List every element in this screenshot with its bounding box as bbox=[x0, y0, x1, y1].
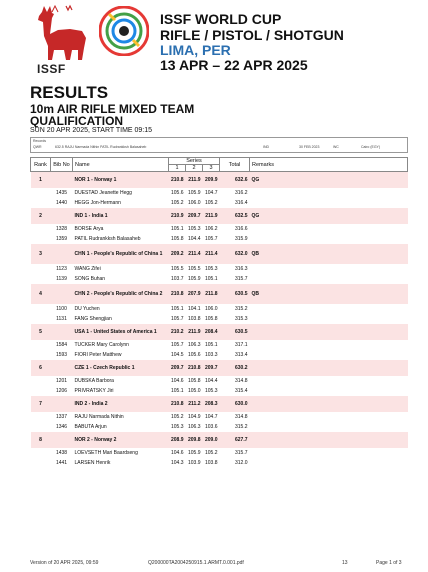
athlete-total: 314.8 bbox=[234, 377, 248, 384]
athlete-remarks bbox=[250, 350, 408, 360]
results-table bbox=[30, 157, 408, 468]
athlete-total: 314.8 bbox=[234, 413, 248, 420]
athlete-s2: 105.8 bbox=[187, 377, 201, 384]
footer-page: Page 1 of 3 bbox=[376, 560, 402, 566]
athlete-name: PRIVRATSKY Jiri bbox=[74, 387, 114, 394]
team-total: 630.5 bbox=[220, 324, 250, 340]
target-logo-icon bbox=[99, 6, 149, 56]
team-row bbox=[31, 172, 408, 188]
athlete-remarks bbox=[250, 304, 408, 314]
team-s3: 208.3 bbox=[203, 396, 220, 412]
team-s2: 211.2 bbox=[186, 396, 203, 412]
athlete-s2: 104.4 bbox=[187, 235, 201, 242]
team-row bbox=[31, 396, 408, 412]
team-bib bbox=[51, 208, 73, 224]
team-row bbox=[31, 208, 408, 224]
athlete-rank bbox=[31, 264, 51, 274]
athlete-rank bbox=[31, 234, 51, 244]
athlete-total: 315.4 bbox=[234, 387, 248, 394]
athlete-bib: 1100 bbox=[56, 305, 67, 312]
results-body bbox=[31, 172, 408, 468]
team-rank: 5 bbox=[31, 324, 51, 340]
athlete-remarks bbox=[250, 198, 408, 208]
athlete-s3: 105.7 bbox=[204, 235, 218, 242]
athlete-rank bbox=[31, 386, 51, 396]
footer-file: Q200000TA2004250915.1.ARMT.0.001.pdf bbox=[148, 560, 244, 566]
athlete-s3: 105.8 bbox=[204, 315, 218, 322]
athlete-bib: 1438 bbox=[55, 449, 68, 456]
athlete-s1: 104.6 bbox=[170, 377, 184, 384]
athlete-row bbox=[31, 412, 408, 422]
team-s1: 208.9 bbox=[169, 432, 186, 448]
page-title: RESULTS bbox=[30, 83, 109, 102]
athlete-row bbox=[31, 188, 408, 198]
athlete-bib: 1123 bbox=[56, 265, 67, 272]
footer-code: 13 bbox=[342, 560, 348, 566]
athlete-s3: 106.2 bbox=[204, 225, 218, 232]
athlete-row bbox=[31, 314, 408, 324]
athlete-s3: 105.2 bbox=[204, 199, 218, 206]
athlete-bib: 1435 bbox=[55, 189, 68, 196]
team-remarks bbox=[250, 360, 408, 376]
disciplines-title: RIFLE / PISTOL / SHOTGUN bbox=[160, 27, 344, 43]
athlete-s1: 104.3 bbox=[170, 459, 184, 466]
team-total: 632.5 bbox=[220, 208, 250, 224]
team-rank: 6 bbox=[31, 360, 51, 376]
athlete-rank bbox=[31, 188, 51, 198]
team-s2: 211.4 bbox=[186, 244, 203, 264]
athlete-s3: 106.0 bbox=[204, 305, 218, 312]
team-rank: 7 bbox=[31, 396, 51, 412]
athlete-s1: 104.5 bbox=[170, 351, 184, 358]
athlete-s1: 103.7 bbox=[170, 275, 184, 282]
team-name: IND 1 - India 1 bbox=[73, 208, 169, 224]
team-remarks: QG bbox=[250, 172, 408, 188]
team-s1: 209.2 bbox=[169, 244, 186, 264]
team-name: IND 2 - India 2 bbox=[73, 396, 169, 412]
team-s1: 209.7 bbox=[169, 360, 186, 376]
athlete-row bbox=[31, 198, 408, 208]
event-name: 10m AIR RIFLE MIXED TEAM bbox=[30, 102, 195, 116]
athlete-total: 315.7 bbox=[234, 275, 248, 282]
team-name: NOR 2 - Norway 2 bbox=[73, 432, 169, 448]
athlete-total: 315.3 bbox=[234, 315, 248, 322]
athlete-name: HEGG Jon-Hermann bbox=[74, 199, 121, 206]
athlete-s2: 103.8 bbox=[187, 315, 201, 322]
team-s3: 211.9 bbox=[203, 208, 220, 224]
team-row bbox=[31, 244, 408, 264]
athlete-rank bbox=[31, 304, 51, 314]
team-bib bbox=[51, 244, 73, 264]
athlete-bib: 1131 bbox=[56, 315, 67, 322]
team-s1: 210.9 bbox=[169, 208, 186, 224]
athlete-rank bbox=[31, 422, 51, 432]
athlete-s2: 105.3 bbox=[187, 225, 201, 232]
athlete-rank bbox=[31, 350, 51, 360]
athlete-rank bbox=[31, 376, 51, 386]
athlete-total: 315.2 bbox=[234, 423, 248, 430]
athlete-name: FIORI Peter Matthew bbox=[74, 351, 122, 358]
athlete-s3: 105.1 bbox=[204, 275, 218, 282]
team-s2: 209.7 bbox=[186, 208, 203, 224]
team-rank: 2 bbox=[31, 208, 51, 224]
athlete-s3: 104.4 bbox=[204, 377, 218, 384]
athlete-name: PATIL Rudrankksh Balasaheb bbox=[74, 235, 141, 242]
athlete-name: BABUTA Arjun bbox=[74, 423, 107, 430]
athlete-row bbox=[31, 386, 408, 396]
athlete-name: DUBSKA Barbora bbox=[74, 377, 114, 384]
team-s1: 210.8 bbox=[169, 396, 186, 412]
footer-version: Version of 20 APR 2025, 09:59 bbox=[30, 560, 99, 566]
athlete-total: 316.3 bbox=[234, 265, 248, 272]
athlete-total: 315.2 bbox=[234, 305, 248, 312]
athlete-s2: 103.9 bbox=[187, 459, 201, 466]
athlete-total: 316.4 bbox=[234, 199, 248, 206]
athlete-s1: 105.6 bbox=[170, 189, 184, 196]
team-remarks bbox=[250, 324, 408, 340]
records-box bbox=[30, 137, 408, 153]
athlete-row bbox=[31, 376, 408, 386]
athlete-name: SONG Buhan bbox=[74, 275, 106, 282]
team-name: NOR 1 - Norway 1 bbox=[73, 172, 169, 188]
logo-text: ISSF bbox=[37, 62, 66, 76]
athlete-s1: 105.2 bbox=[170, 199, 184, 206]
athlete-name: FANG Shengjian bbox=[74, 315, 112, 322]
team-rank: 3 bbox=[31, 244, 51, 264]
athlete-s1: 105.1 bbox=[170, 225, 184, 232]
team-s1: 210.8 bbox=[169, 284, 186, 304]
col-rank: Rank bbox=[31, 158, 51, 172]
athlete-total: 316.6 bbox=[234, 225, 248, 232]
athlete-bib: 1593 bbox=[55, 351, 68, 358]
athlete-s1: 105.2 bbox=[170, 413, 184, 420]
athlete-s1: 105.7 bbox=[170, 341, 184, 348]
athlete-row bbox=[31, 274, 408, 284]
team-s1: 210.2 bbox=[169, 324, 186, 340]
athlete-row bbox=[31, 304, 408, 314]
athlete-remarks bbox=[250, 412, 408, 422]
team-total: 632.0 bbox=[220, 244, 250, 264]
athlete-remarks bbox=[250, 376, 408, 386]
athlete-remarks bbox=[250, 188, 408, 198]
team-row bbox=[31, 432, 408, 448]
team-s2: 207.9 bbox=[186, 284, 203, 304]
team-bib bbox=[51, 172, 73, 188]
athlete-bib: 1441 bbox=[55, 459, 68, 466]
phase-name: QUALIFICATION bbox=[30, 114, 124, 128]
athlete-s2: 106.0 bbox=[187, 199, 201, 206]
athlete-rank bbox=[31, 198, 51, 208]
athlete-s3: 105.2 bbox=[204, 449, 218, 456]
col-total: Total bbox=[220, 158, 250, 172]
athlete-s3: 105.1 bbox=[204, 341, 218, 348]
athlete-rank bbox=[31, 274, 51, 284]
team-s3: 209.7 bbox=[203, 360, 220, 376]
team-s3: 209.9 bbox=[203, 172, 220, 188]
athlete-total: 315.7 bbox=[234, 449, 248, 456]
team-remarks bbox=[250, 432, 408, 448]
team-s3: 211.4 bbox=[203, 244, 220, 264]
athlete-s3: 103.8 bbox=[204, 459, 218, 466]
athlete-total: 316.2 bbox=[234, 189, 248, 196]
athlete-s2: 106.3 bbox=[187, 423, 201, 430]
team-remarks: QB bbox=[250, 284, 408, 304]
team-name: CHN 2 - People's Republic of China 2 bbox=[73, 284, 169, 304]
athlete-remarks bbox=[250, 234, 408, 244]
athlete-bib: 1359 bbox=[55, 235, 68, 242]
athlete-total: 317.1 bbox=[234, 341, 248, 348]
team-s2: 211.9 bbox=[186, 172, 203, 188]
event-series-title: ISSF WORLD CUP bbox=[160, 11, 282, 27]
athlete-bib: 1440 bbox=[55, 199, 68, 206]
start-datetime: SUN 20 APR 2025, START TIME 09:15 bbox=[30, 127, 153, 134]
athlete-remarks bbox=[250, 274, 408, 284]
team-bib bbox=[51, 324, 73, 340]
records-type: QWR bbox=[33, 145, 42, 149]
athlete-total: 313.4 bbox=[234, 351, 248, 358]
llama-logo-icon bbox=[30, 4, 90, 66]
athlete-rank bbox=[31, 448, 51, 458]
team-row bbox=[31, 284, 408, 304]
athlete-remarks bbox=[250, 224, 408, 234]
team-name: CHN 1 - People's Republic of China 1 bbox=[73, 244, 169, 264]
athlete-s2: 106.3 bbox=[187, 341, 201, 348]
athlete-remarks bbox=[250, 314, 408, 324]
team-remarks: QB bbox=[250, 244, 408, 264]
athlete-rank bbox=[31, 340, 51, 350]
athlete-remarks bbox=[250, 340, 408, 350]
athlete-remarks bbox=[250, 458, 408, 468]
team-remarks: QG bbox=[250, 208, 408, 224]
col-series-2: 2 bbox=[186, 165, 203, 172]
athlete-row bbox=[31, 234, 408, 244]
athlete-bib: 1206 bbox=[55, 387, 68, 394]
records-event: WC bbox=[333, 145, 339, 149]
athlete-bib: 1337 bbox=[55, 413, 68, 420]
col-series: Series bbox=[169, 158, 220, 165]
athlete-s1: 105.7 bbox=[170, 315, 184, 322]
athlete-s1: 104.6 bbox=[170, 449, 184, 456]
athlete-bib: 1328 bbox=[55, 225, 68, 232]
records-place: Cairo (EGY) bbox=[361, 145, 381, 149]
team-rank: 4 bbox=[31, 284, 51, 304]
athlete-s1: 105.1 bbox=[170, 387, 184, 394]
athlete-s2: 105.9 bbox=[187, 449, 201, 456]
athlete-s2: 105.9 bbox=[187, 275, 201, 282]
team-bib bbox=[51, 284, 73, 304]
athlete-rank bbox=[31, 458, 51, 468]
athlete-bib: 1201 bbox=[55, 377, 68, 384]
athlete-name: TUCKER Mary Carolynn bbox=[74, 341, 129, 348]
athlete-row bbox=[31, 264, 408, 274]
athlete-s3: 105.3 bbox=[204, 387, 218, 394]
athlete-s2: 105.6 bbox=[187, 351, 201, 358]
team-remarks bbox=[250, 396, 408, 412]
athlete-row bbox=[31, 448, 408, 458]
athlete-s2: 104.9 bbox=[187, 413, 201, 420]
records-label: Records bbox=[33, 139, 47, 143]
athlete-s3: 104.7 bbox=[204, 189, 218, 196]
athlete-name: WANG Zifei bbox=[74, 265, 101, 272]
team-rank: 8 bbox=[31, 432, 51, 448]
athlete-s2: 104.1 bbox=[187, 305, 201, 312]
team-row bbox=[31, 324, 408, 340]
team-total: 630.0 bbox=[220, 396, 250, 412]
athlete-s1: 105.5 bbox=[170, 265, 184, 272]
athlete-remarks bbox=[250, 386, 408, 396]
athlete-bib: 1139 bbox=[56, 275, 67, 282]
athlete-s1: 105.3 bbox=[170, 423, 184, 430]
athlete-s2: 105.9 bbox=[187, 189, 201, 196]
col-series-1: 1 bbox=[169, 165, 186, 172]
team-total: 630.2 bbox=[220, 360, 250, 376]
athlete-rank bbox=[31, 412, 51, 422]
athlete-remarks bbox=[250, 264, 408, 274]
team-s2: 211.9 bbox=[186, 324, 203, 340]
team-bib bbox=[51, 432, 73, 448]
col-name: Name bbox=[73, 158, 169, 172]
athlete-name: BORSE Arya bbox=[74, 225, 104, 232]
athlete-s2: 105.0 bbox=[187, 387, 201, 394]
team-total: 632.6 bbox=[220, 172, 250, 188]
athlete-name: RAJU Narmada Nithin bbox=[74, 413, 124, 420]
team-total: 627.7 bbox=[220, 432, 250, 448]
athlete-remarks bbox=[250, 422, 408, 432]
athlete-row bbox=[31, 224, 408, 234]
team-bib bbox=[51, 396, 73, 412]
col-remarks: Remarks bbox=[250, 158, 408, 172]
document-header bbox=[0, 0, 428, 78]
athlete-name: LOEVSETH Mari Baardseng bbox=[74, 449, 138, 456]
athlete-name: DU Yuchen bbox=[74, 305, 100, 312]
records-nation: IND bbox=[263, 145, 270, 149]
records-date: 30 FEB 2023 bbox=[299, 145, 320, 149]
athlete-rank bbox=[31, 314, 51, 324]
athlete-s3: 103.3 bbox=[204, 351, 218, 358]
col-series-3: 3 bbox=[203, 165, 220, 172]
team-name: USA 1 - United States of America 1 bbox=[73, 324, 169, 340]
athlete-row bbox=[31, 458, 408, 468]
team-s2: 210.8 bbox=[186, 360, 203, 376]
records-text: 632.5 RAJU Narmada Nithin PATIL Rudrankksh Balasaheb bbox=[55, 145, 147, 149]
team-total: 630.5 bbox=[220, 284, 250, 304]
athlete-row bbox=[31, 340, 408, 350]
athlete-s1: 105.1 bbox=[170, 305, 184, 312]
athlete-bib: 1346 bbox=[55, 423, 68, 430]
team-rank: 1 bbox=[31, 172, 51, 188]
team-s2: 209.8 bbox=[186, 432, 203, 448]
athlete-bib: 1584 bbox=[55, 341, 68, 348]
team-s1: 210.8 bbox=[169, 172, 186, 188]
team-s3: 211.8 bbox=[203, 284, 220, 304]
venue-title: LIMA, PER bbox=[160, 42, 231, 58]
athlete-rank bbox=[31, 224, 51, 234]
athlete-s2: 105.5 bbox=[187, 265, 201, 272]
col-bib: Bib No bbox=[51, 158, 73, 172]
athlete-s3: 103.6 bbox=[204, 423, 218, 430]
athlete-s3: 105.3 bbox=[204, 265, 218, 272]
athlete-s1: 105.8 bbox=[170, 235, 184, 242]
athlete-name: DUESTAD Jeanette Hegg bbox=[74, 189, 132, 196]
team-row bbox=[31, 360, 408, 376]
team-s3: 209.0 bbox=[203, 432, 220, 448]
athlete-row bbox=[31, 422, 408, 432]
athlete-total: 312.0 bbox=[234, 459, 248, 466]
team-name: CZE 1 - Czech Republic 1 bbox=[73, 360, 169, 376]
athlete-total: 315.9 bbox=[234, 235, 248, 242]
athlete-s3: 104.7 bbox=[204, 413, 218, 420]
team-bib bbox=[51, 360, 73, 376]
athlete-name: LARSEN Henrik bbox=[74, 459, 111, 466]
athlete-remarks bbox=[250, 448, 408, 458]
athlete-row bbox=[31, 350, 408, 360]
team-s3: 208.4 bbox=[203, 324, 220, 340]
dates-title: 13 APR – 22 APR 2025 bbox=[160, 57, 308, 73]
